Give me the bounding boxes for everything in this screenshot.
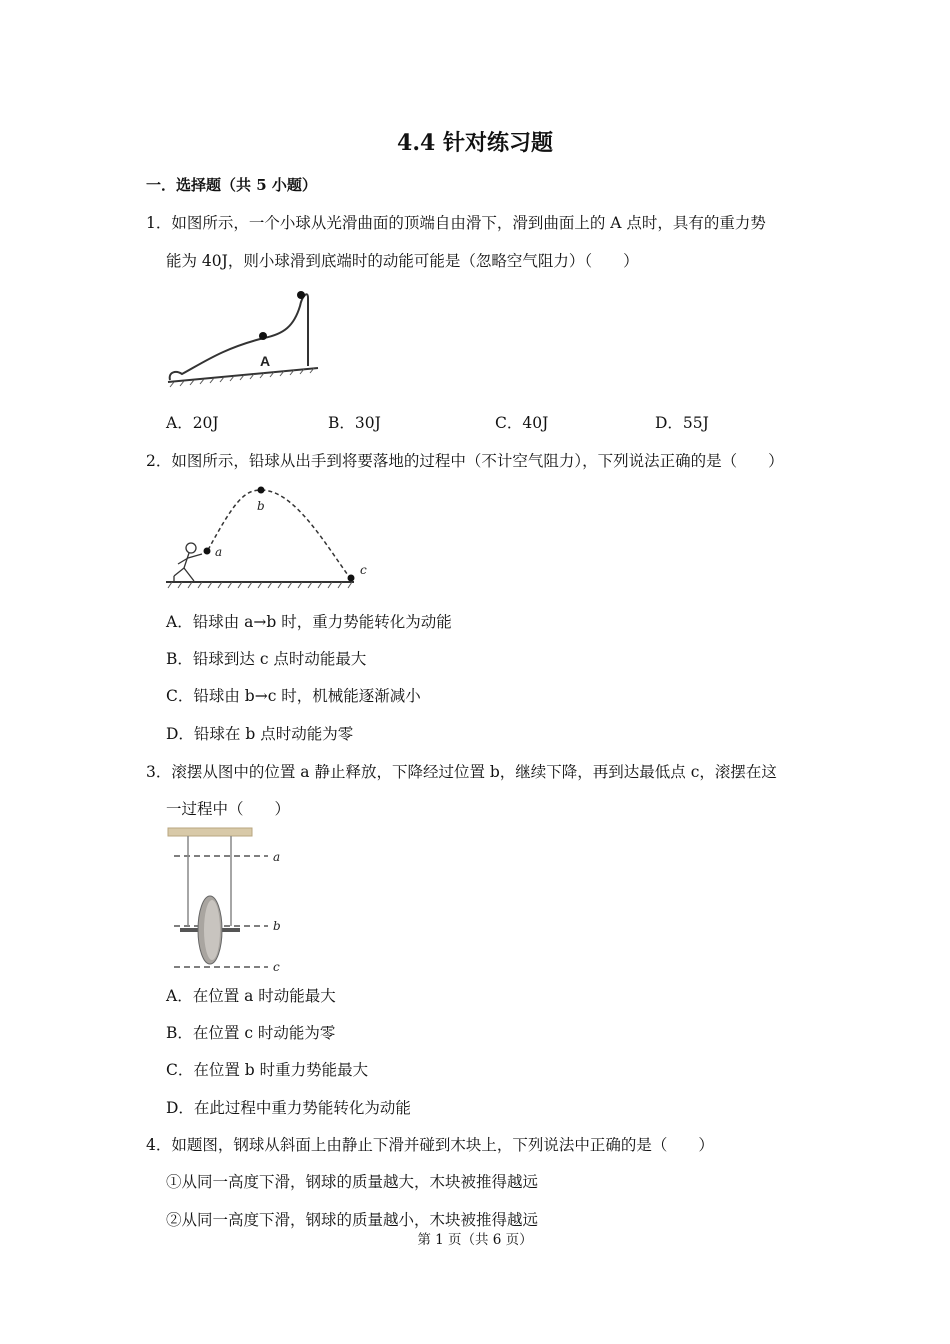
q3-option-a[interactable]: A．在位置 a 时动能最大 xyxy=(166,987,336,1005)
level-a-label: a xyxy=(273,850,281,864)
ball-at-a xyxy=(204,548,211,555)
maxwell-pendulum-figure xyxy=(164,826,294,976)
q3-option-d[interactable]: D．在此过程中重力势能转化为动能 xyxy=(166,1099,411,1117)
q2-option-d[interactable]: D．铅球在 b 点时动能为零 xyxy=(166,725,354,743)
page-title: 4.4 针对练习题 xyxy=(397,130,553,156)
section-heading: 一．选择题（共 5 小题） xyxy=(146,176,317,194)
question-1-line-1: 1．如图所示，一个小球从光滑曲面的顶端自由滑下，滑到曲面上的 A 点时，具有的重力势 xyxy=(146,214,766,232)
shot-put-figure xyxy=(164,482,374,590)
level-b-label: b xyxy=(273,919,281,933)
question-1-line-2: 能为 40J，则小球滑到底端时的动能可能是（忽略空气阻力）（ ） xyxy=(166,252,639,270)
ball-at-top xyxy=(297,291,305,299)
q3-option-b[interactable]: B．在位置 c 时动能为零 xyxy=(166,1024,336,1042)
q1-option-a[interactable]: A．20J xyxy=(166,414,219,432)
label-a: a xyxy=(215,545,223,559)
q1-option-c[interactable]: C．40J xyxy=(495,414,549,432)
thrower-stick-figure xyxy=(174,543,202,581)
q1-option-d[interactable]: D．55J xyxy=(655,414,709,432)
question-4-line-1: 4．如题图，钢球从斜面上由静止下滑并碰到木块上，下列说法中正确的是（ ） xyxy=(146,1136,714,1154)
page-footer: 第 1 页（共 6 页） xyxy=(417,1232,533,1248)
question-2-line-1: 2．如图所示，铅球从出手到将要落地的过程中（不计空气阻力），下列说法正确的是（ ） xyxy=(146,452,784,470)
point-a-label: A xyxy=(260,353,271,369)
label-b: b xyxy=(257,499,265,513)
label-c: c xyxy=(360,563,367,577)
q2-option-a[interactable]: A．铅球由 a→b 时，重力势能转化为动能 xyxy=(166,613,452,631)
q4-statement-1: ①从同一高度下滑，钢球的质量越大，木块被推得越远 xyxy=(166,1173,539,1191)
ball-at-c xyxy=(348,575,355,582)
question-3-line-1: 3．滚摆从图中的位置 a 静止释放，下降经过位置 b，继续下降，再到达最低点 c，滚摆在这 xyxy=(146,763,777,781)
q2-option-c[interactable]: C．铅球由 b→c 时，机械能逐渐减小 xyxy=(166,687,421,705)
level-c-label: c xyxy=(273,960,280,974)
q2-option-b[interactable]: B．铅球到达 c 点时动能最大 xyxy=(166,650,367,668)
q3-option-c[interactable]: C．在位置 b 时重力势能最大 xyxy=(166,1061,369,1079)
ball-at-b xyxy=(258,487,265,494)
ball-at-a xyxy=(259,332,267,340)
curved-slope-figure xyxy=(164,286,324,392)
q1-option-b[interactable]: B．30J xyxy=(328,414,381,432)
question-3-line-2: 一过程中（ ） xyxy=(166,800,291,818)
q4-statement-2: ②从同一高度下滑，钢球的质量越小，木块被推得越远 xyxy=(166,1211,539,1229)
